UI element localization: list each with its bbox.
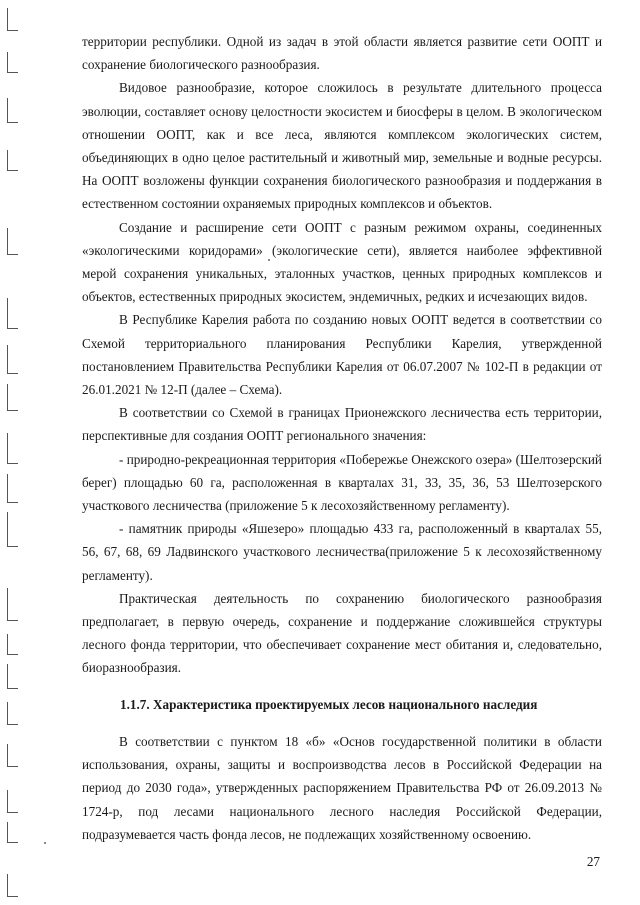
scan-edge-mark [7,98,18,123]
scan-edge-mark [7,512,18,547]
body-paragraph: Видовое разнообразие, которое сложилось в результате длительного процесса эволюции, составляет основу целостности экосистем и биосферы в целом. В экологическом отношении ООПТ, как и все леса, являются комплексом экологических систем, объединяющих в одно целое растительный и животный мир, земельные и водные ресурсы. На ООПТ возложены функции сохранения биологического разнообразия и поддержания в естественном состоянии охраняемых природных комплексов и объектов. [82,80,602,212]
list-item: - памятник природы «Яшезеро» площадью 433 га, расположенный в кварталах 55, 56, 67, 68, 69 Ладвинского участкового лесничества(приложение 5 к лесохозяйственному регламенту). [82,521,602,583]
body-paragraph: Практическая деятельность по сохранению биологического разнообразия предполагает, в первую очередь, сохранение и поддержание сложившейся структуры лесного фонда территории, что обеспечивает сохранение мест обитания и, следовательно, биоразнообразия. [82,590,602,676]
body-paragraph: Создание и расширение сети ООПТ с разным режимом охраны, соединенных «экологическими коридорами» (экологические сети), является наиболее эффективной мерой сохранения уникальных, эталонных участков, ценных природных комплексов и объектов, естественных природных экосистем, эндемичных, редких и исчезающих видов. [82,219,602,305]
section-heading: 1.1.7. Характеристика проектируемых лесов национального наследия [120,696,538,712]
scan-edge-mark [7,822,18,843]
scan-edge-mark [7,433,18,464]
scan-edge-mark [7,8,18,31]
list-item: - природно-рекреационная территория «Побережье Онежского озера» (Шелтозерский берег) площадью 60 га, расположенная в кварталах 31, 33, 35, 36, 53 Шелтозерского участкового лесничества (приложение 5 к лесохозяйственному регламенту). [82,451,602,514]
scan-edge-mark [7,874,18,897]
scan-edge-mark [7,298,18,329]
body-paragraph: В соответствии со Схемой в границах Прионежского лесничества есть территории, перспективные для создания ООПТ регионального значения: [82,405,602,444]
page-number: 27 [586,854,600,869]
scan-edge-mark [7,345,18,374]
scan-edge-mark [7,384,18,411]
scan-edge-mark [7,634,18,655]
scan-edge-mark [7,474,18,503]
scan-edge-mark [7,664,18,689]
body-paragraph: территории республики. Одной из задач в этой области является развитие сети ООПТ и сохранение биологического разнообразия. [82,34,602,73]
scan-edge-mark [7,588,18,621]
body-paragraph: В Республике Карелия работа по созданию новых ООПТ ведется в соответствии со Схемой территориального планирования Республики Карелия, утвержденной постановлением Правительства Республики Карелия от 06.07.2007 № 102-П в редакции от 26.01.2021 № 12-П (далее – Схема). [82,312,602,398]
body-paragraph: В соответствии с пунктом 18 «б» «Основ государственной политики в области использования, охраны, защиты и воспроизводства лесов в Российской Федерации на период до 2030 года», утвержденных распоряжением Правительства РФ от 26.09.2013 № 1724-р, под лесами национального лесного наследия Российской Федерации, подразумевается часть фонда лесов, не подлежащих хозяйственному освоению. [82,733,602,842]
scan-edge-mark [7,228,18,255]
scan-speck [44,842,46,844]
scan-edge-mark [7,150,18,171]
document-body [82,30,602,846]
scan-edge-mark [7,702,18,725]
scan-edge-mark [7,744,18,767]
scan-edge-mark [7,52,18,73]
scan-edge-mark [7,790,18,813]
